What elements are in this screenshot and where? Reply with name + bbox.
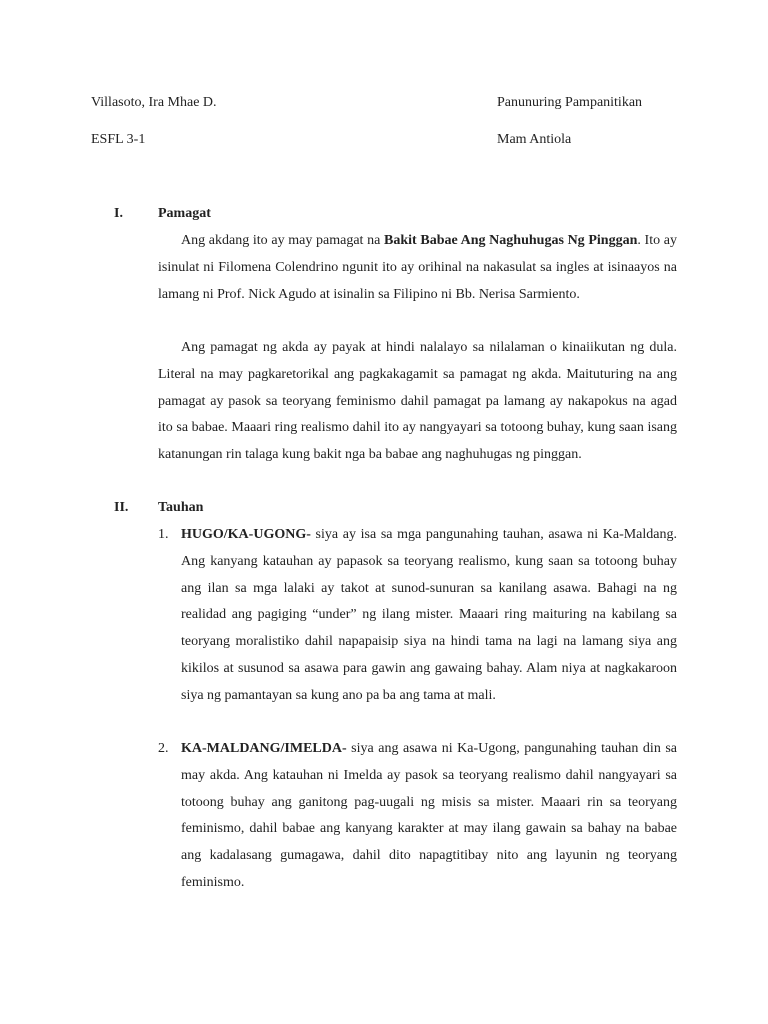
section-title: Pamagat [158, 206, 211, 221]
teacher-name: Mam Antiola [497, 132, 572, 147]
section-title: Tauhan [158, 500, 204, 515]
paragraph [158, 228, 677, 308]
student-name: Villasoto, Ira Mhae D. [91, 95, 217, 110]
paragraph-text: Ang akdang ito ay may pamagat na [181, 233, 385, 248]
list-item [181, 522, 677, 710]
paragraph-text: . Ito ay isinulat ni Filomena Colendrino ngunit ito ay orihinal na nakasulat sa ingles at isinaayos na lamang ni Prof. Nick Agudo at isinalin sa Filipino ni Bb. Nerisa Sarmiento. [158, 233, 677, 302]
list-item-number: 1. [158, 527, 169, 542]
class-section: ESFL 3-1 [91, 132, 146, 147]
character-name: HUGO/KA-UGONG- [181, 527, 311, 542]
section-number: II. [114, 500, 129, 515]
list-item [181, 736, 677, 897]
subject-name: Panunuring Pampanitikan [497, 95, 643, 110]
list-item-text: siya ay isa sa mga pangunahing tauhan, asawa ni Ka-Maldang. Ang kanyang katauhan ay papasok sa teoryang realismo, kung saan sa totoong buhay ang ilan sa mga lalaki ay takot at sunod-sunuran sa kanilang asawa. Bahagi na ng realidad ang pagiging “under” ng ilang mister. Maaari ring maituring na kabilang sa teoryang moralistiko dahil napapaisip siya na hindi tama na lagi na lamang siya ang kikilos at susunod sa asawa para gawin ang gawaing bahay. Alam niya at nagkakaroon siya ng pamantayan sa kung ano pa ba ang tama at mali. [181, 527, 677, 703]
paragraph: Ang pamagat ng akda ay payak at hindi nalalayo sa nilalaman o kinaiikutan ng dula. Literal na may pagkaretorikal ang pagkakagamit sa pamagat ng akda. Maituturing na ang pamagat ay pasok sa teoryang feminismo dahil pamagat pa lamang ay nakapokus na agad ito sa babae. Maaari ring realismo dahil ito ay nangyayari sa totoong buhay, kung saan isang katanungan rin talaga kung bakit nga ba babae ang naghuhugas ng pinggan. [158, 340, 677, 463]
section-number: I. [114, 206, 123, 221]
story-title: Bakit Babae Ang Naghuhugas Ng Pinggan [384, 233, 638, 248]
character-name: KA-MALDANG/IMELDA- [181, 741, 347, 756]
list-item-text: siya ang asawa ni Ka-Ugong, pangunahing tauhan din sa may akda. Ang katauhan ni Imelda ay pasok sa teoryang realismo dahil nangyayari sa totoong buhay ang ganitong pag-uugali ng misis sa mister. Maaari rin sa teoryang feminismo, dahil babae ang kanyang karakter at may ilang gawain sa bahay na babae ang kadalasang gumagawa, dahil dito napagtitibay nito ang layunin ng teoryang feminismo. [181, 741, 677, 890]
list-item-number: 2. [158, 741, 169, 756]
